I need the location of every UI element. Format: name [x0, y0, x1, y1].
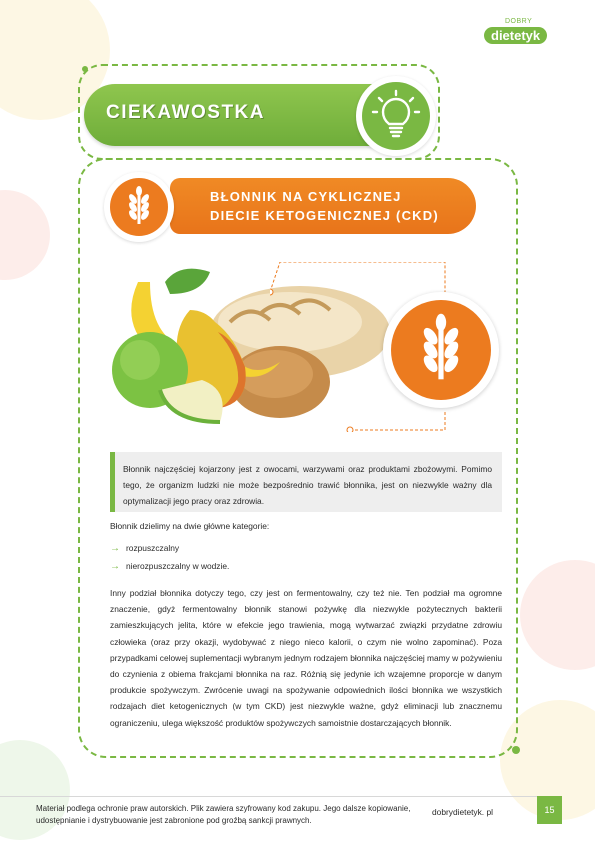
list-item — [110, 543, 179, 554]
body-paragraph: Inny podział błonnika dotyczy tego, czy jest on fermentowalny, czy też nie. Ten podział ma ogromne znaczenie, gdyż fermentowalny błonnik stanowi pożywkę dla niezwykle pożytecznych bakterii zamieszkujących jelita, które w efekcie jego trawienia, mogą wytwarzać związki przydatne zdrowiu człowieka (oraz przy okazji, wydobywać z niego nieco kalorii, o czym nie wolno zapominać). Poza przypadkami celowej suplementacji wybranym jednym rodzajem błonnika najczęściej mamy w pożywieniu do czynienia z obiema frakcjami błonnika na raz. Różnią się jedynie ich wzajemne proporcje w danym produkcie spożywczym. Zwrócenie uwagi na spożywanie odpowiednich ilości błonnika we wszystkich rodzajach diet ketogenicznych (w tym CKD) jest niezwykle ważne, gdyż eliminacji lub znacznemu ograniczeniu, ulega większość produktów spożywczych samoistnie dostarczających błonnik. — [110, 588, 502, 728]
list-item — [110, 561, 229, 572]
wheat-icon — [391, 300, 491, 400]
page-number: 15 — [537, 796, 562, 824]
banner-title: CIEKAWOSTKA — [106, 102, 265, 123]
footer-divider — [0, 796, 540, 797]
wheat-icon — [110, 178, 168, 236]
lightbulb-icon — [362, 82, 430, 150]
background-fruit-decoration — [520, 560, 595, 670]
subheader-line-1: BŁONNIK NA CYKLICZNEJ — [210, 189, 402, 204]
logo-big-text: dietetyk — [484, 27, 547, 44]
background-fruit-decoration — [0, 190, 50, 280]
wheat-badge-small — [104, 172, 174, 242]
frame-dot — [82, 66, 88, 72]
highlight-quote: Błonnik najczęściej kojarzony jest z owocami, warzywami oraz produktami zbożowymi. Pomimo tego, że organizm ludzki nie może bezpośrednio trawić błonnika, jest on niezwykle ważny dla optymalizacji jego pracy oraz zdrowia. — [110, 452, 502, 512]
logo-small-text: DOBRY — [505, 18, 533, 25]
subheader-line-2: DIECIE KETOGENICZNEJ (CKD) — [210, 208, 439, 223]
arrow-right-icon: → — [110, 561, 120, 572]
fiber-ckd-header — [170, 178, 476, 234]
list-item-label: nierozpuszczalny w wodzie. — [126, 561, 230, 571]
ciekawostka-banner — [84, 84, 390, 146]
frame-dot — [512, 746, 520, 754]
copyright-notice: Materiał podlega ochronie praw autorskich. Plik zawiera szyfrowany kod zakupu. Jego dalsze kopiowanie, udostępnianie i dystrybuowanie jest zabronione pod groźbą sankcji prawnych. — [36, 804, 411, 825]
brand-logo — [479, 18, 553, 48]
categories-intro: Błonnik dzielimy na dwie główne kategorie: — [110, 521, 270, 531]
footer-website[interactable]: dobrydietetyk. pl — [432, 807, 493, 817]
wheat-badge-large — [383, 292, 499, 408]
arrow-right-icon: → — [110, 543, 120, 554]
list-item-label: rozpuszczalny — [126, 543, 180, 553]
